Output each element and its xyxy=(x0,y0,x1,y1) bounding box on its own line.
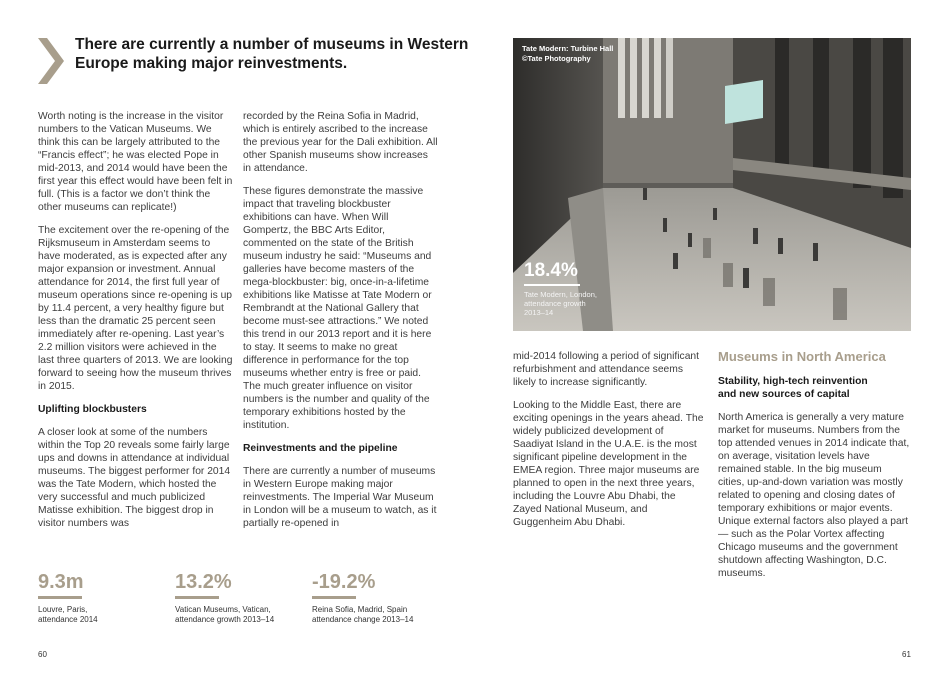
stat-louvre xyxy=(38,571,168,625)
chevron-icon xyxy=(38,38,64,84)
stat-value: 13.2% xyxy=(175,571,232,593)
subtitle-line: Stability, high-tech reinvention xyxy=(718,376,868,387)
paragraph: North America is generally a very mature market for museums. Numbers from the top attended venues in 2014 indicate that, on average, visitation levels have remained stable. In the big museum cities, up-and-down variation was mostly related to opening and closing dates of temporary exhibitions or major events. Unique external factors also played a part — such as the Polar Vortex affecting Chicago museums and the government shutdown affecting Washington, D.C. museums. xyxy=(718,412,910,579)
stat-label: 2013–14 xyxy=(524,308,554,317)
paragraph: recorded by the Reina Sofia in Madrid, which is entirely ascribed to the increase the previous year for the Dali exhibition. All other Spanish museums show increases in attendance. xyxy=(243,111,438,174)
text-column-3 xyxy=(513,350,705,539)
stat-label: attendance growth 2013–14 xyxy=(175,615,275,624)
paragraph: Worth noting is the increase in the visitor numbers to the Vatican Museums. We think this can be largely attributed to the “Francis effect”; he was elected Pope in mid-2013, and 2014 would have been the first year this effect would have been felt in full. (This is a factor we don’t think the other museums can replicate!) xyxy=(38,111,233,213)
stat-label: attendance growth xyxy=(524,299,586,308)
paragraph: A closer look at some of the numbers within the Top 20 reveals some fairly large ups and downs in attendance at individual museums. The biggest performer for 2014 was the Tate Modern, which hosted the very successful and much publicized Matisse exhibition. The biggest drop in visitor numbers was xyxy=(38,427,231,529)
text-column-2 xyxy=(243,110,438,540)
text-column-4 xyxy=(718,350,910,590)
caption-credit: ©Tate Photography xyxy=(522,54,591,63)
stat-label: Louvre, Paris, xyxy=(38,605,88,614)
section-heading-reinvestments: Reinvestments and the pipeline xyxy=(243,443,398,454)
stat-value: -19.2% xyxy=(312,571,376,593)
paragraph: There are currently a number of museums in Western Europe making major reinvestments. The Imperial War Museum in London will be a museum to watch, as it partially re-opened in xyxy=(243,466,437,529)
paragraph: Looking to the Middle East, there are exciting openings in the years ahead. The widely publicized development of Saadiyat Island in the U.A.E. is the most significant pipeline development in the EMEA region. Three major museums are planned to open in the next three years, including the Louvre Abu Dhabi, the Zayed National Museum, and Guggenheim Abu Dhabi. xyxy=(513,400,704,528)
photo-caption xyxy=(522,44,613,64)
turbine-hall-photo xyxy=(513,38,911,331)
stat-label: Reina Sofia, Madrid, Spain xyxy=(312,605,408,614)
stat-label: Vatican Museums, Vatican, xyxy=(175,605,271,614)
stat-value: 9.3m xyxy=(38,571,84,593)
stat-underline xyxy=(524,284,580,286)
page-number-left: 60 xyxy=(38,650,47,659)
caption-title: Tate Modern: Turbine Hall xyxy=(522,44,614,53)
stat-vatican xyxy=(175,571,305,625)
page-number-right: 61 xyxy=(902,650,911,659)
section-title-north-america: Museums in North America xyxy=(718,349,886,364)
stat-value: 18.4% xyxy=(524,260,578,281)
page-headline: There are currently a number of museums in Western Europe making major reinvestments. xyxy=(75,36,469,72)
section-heading-blockbusters: Uplifting blockbusters xyxy=(38,404,147,415)
stat-label: Tate Modern, London, xyxy=(524,290,597,299)
stat-tate-modern xyxy=(524,260,634,317)
stat-underline xyxy=(38,596,82,599)
text-column-1 xyxy=(38,110,233,540)
section-subtitle xyxy=(718,375,910,401)
stat-underline xyxy=(312,596,356,599)
subtitle-line: and new sources of capital xyxy=(718,389,850,400)
stat-reina-sofia xyxy=(312,571,442,625)
stat-label: attendance change 2013–14 xyxy=(312,615,414,624)
stat-underline xyxy=(175,596,219,599)
paragraph: These figures demonstrate the massive impact that traveling blockbuster exhibitions can have. When Will Gompertz, the BBC Arts Editor, commented on the state of the British museum industry he said: “Museums and galleries have become masters of the mega-blockbuster: big, once-in-a-lifetime exhibitions like Matisse at Tate Modern or Rembrandt at the National Gallery that become must-see attractions.” We noted this trend in our 2013 report and it is here to stay. It seems to make no great difference in performance for the top museums whether entry is free or paid. The much greater influence on visitor numbers is the number and quality of the temporary exhibitions hosted by the institution. xyxy=(243,186,432,431)
stat-label: attendance 2014 xyxy=(38,615,98,624)
paragraph: The excitement over the re-opening of the Rijksmuseum in Amsterdam seems to have moderated, as is expected after any major expansion or investment. Annual attendance for 2014, the first full year of museum operations since re-opening is up by 11.4 percent, a very healthy figure but less than the dramatic 25 percent seen immediately after re-opening. Last year’s 2.2 million visitors were achieved in the last three quarters of 2013. We are looking forward to seeing how the museum thrives in 2015. xyxy=(38,225,233,392)
paragraph: mid-2014 following a period of significant refurbishment and attendance seems likely to increase significantly. xyxy=(513,351,700,388)
